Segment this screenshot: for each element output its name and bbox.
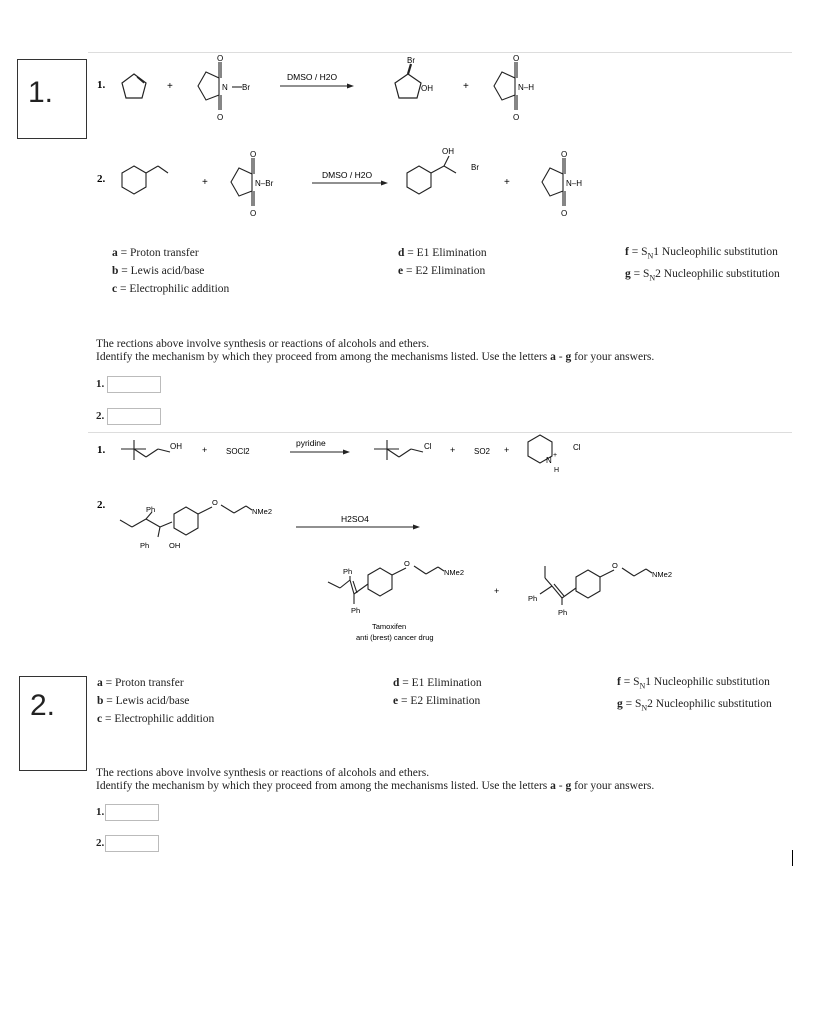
product-bromine: Br — [407, 56, 415, 65]
q2-answer-1-input[interactable] — [105, 804, 159, 821]
tamoxifen-caption: Tamoxifen — [372, 622, 407, 631]
nbs-structure-2 — [231, 158, 254, 206]
alcohol-hydroxyl: OH — [170, 442, 182, 451]
q2-mechanisms-col-1: a = Proton transfer b = Lewis acid/base c = Electrophilic addition — [97, 677, 215, 725]
sm-hydroxyl: OH — [169, 541, 181, 550]
succinimide-oxygen-top: O — [513, 54, 520, 63]
question-1-label — [17, 59, 87, 139]
sm-phenyl-1: Ph — [146, 505, 156, 514]
succinimide-oxygen-bottom: O — [513, 113, 520, 122]
q2-instructions: The rections above involve synthesis or reactions of alcohols and ethers. Identify the mechanism by which they proceed from among the mechanisms listed. Use the letters a - g for your answers. — [96, 767, 655, 792]
p1-ether-oxygen: O — [404, 559, 410, 568]
nbs-nitrogen: N — [222, 83, 228, 92]
thionyl-chloride: SOCl2 — [226, 447, 250, 456]
q1-answer-1-label: 1. — [96, 378, 105, 390]
q1-instructions: The rections above involve synthesis or reactions of alcohols and ethers. Identify the mechanism by which they proceed from among the mechanisms listed. Use the letters a - g for your answers. — [96, 338, 655, 363]
succinimide2-oxygen-bottom: O — [561, 209, 568, 218]
q1-answer-1-input[interactable] — [107, 376, 161, 393]
q2-rx1-number: 1. — [97, 444, 106, 456]
q2-answer-2-label: 2. — [96, 837, 105, 849]
p1-dimethylamino: NMe2 — [444, 568, 465, 577]
q1-mechanisms-col-3: $f = S_N1$ Nucleophilic substitution $g = S_N2$ Nucleophilic substitution — [625, 246, 780, 283]
nbs2-oxygen-bottom: O — [250, 209, 257, 218]
sm-dimethylamino: NMe2 — [252, 507, 273, 516]
succinimide2-oxygen-top: O — [561, 150, 568, 159]
sm-phenyl-2: Ph — [140, 541, 150, 550]
q1-rx2-plus-1: + — [202, 177, 208, 188]
alkyl-chloride-structure — [374, 440, 423, 460]
q1-rx1-plus-2: + — [463, 81, 469, 92]
p2-dimethylamino: NMe2 — [652, 570, 673, 579]
p2-phenyl-2: Ph — [558, 608, 568, 617]
succinimide-nh: N–H — [518, 83, 535, 92]
q2-rx2-number: 2. — [97, 499, 106, 511]
q1-rx2-reagent: DMSO / H2O — [322, 170, 373, 180]
nbs-structure — [198, 62, 242, 110]
q2-answer-2-input[interactable] — [105, 835, 159, 852]
nbs2-label: N–Br — [255, 179, 274, 188]
question-1-number: 1. — [28, 76, 54, 109]
succinimide-structure — [494, 62, 517, 110]
p2-ether-oxygen: O — [612, 561, 618, 570]
sulfur-dioxide: SO2 — [474, 447, 491, 456]
product2-bromine: Br — [471, 163, 479, 172]
q2-rx1-plus-2: + — [450, 445, 456, 455]
q1-mechanisms-col-1: a = Proton transfer b = Lewis acid/base c = Electrophilic addition — [112, 247, 230, 295]
q2-mechanisms-col-2: d = E1 Elimination e = E2 Elimination — [393, 677, 482, 707]
nbs-oxygen-bottom: O — [217, 113, 224, 122]
q2-rx2-plus: + — [494, 586, 500, 596]
question-2-number: 2. — [30, 689, 56, 722]
question-2-label — [19, 676, 87, 771]
q1-rx2-plus-2: + — [504, 177, 510, 188]
nbs-oxygen-top: O — [217, 54, 224, 63]
q1-rx1-number: 1. — [97, 79, 106, 91]
chloride-ion: Cl — [573, 443, 581, 452]
product-hydroxyl: OH — [421, 84, 433, 93]
q1-rx1-reagent: DMSO / H2O — [287, 72, 338, 82]
p2-phenyl-1: Ph — [528, 594, 538, 603]
p1-phenyl-1: Ph — [343, 567, 353, 576]
q2-mechanisms-col-3: $f = S_N1$ Nucleophilic substitution $g = S_N2$ Nucleophilic substitution — [617, 676, 772, 713]
cyclopentene-structure — [122, 74, 146, 98]
q2-answer-1-label: 1. — [96, 806, 105, 818]
q1-reaction-1-scheme — [88, 52, 792, 132]
q1-reaction-2-scheme — [88, 140, 792, 220]
q1-rx1-plus-1: + — [167, 81, 173, 92]
succinimide2-nh: N–H — [566, 179, 583, 188]
q2-reaction-1-scheme — [88, 432, 792, 482]
text-cursor — [792, 850, 793, 866]
bromohydrin-structure — [395, 64, 421, 98]
q2-rx1-reagent: pyridine — [296, 438, 326, 448]
product2-hydroxyl: OH — [442, 147, 454, 156]
pyridinium-nitrogen: N — [546, 456, 552, 465]
q1-rx2-number: 2. — [97, 173, 106, 185]
styrene-bromohydrin-structure — [407, 156, 456, 194]
pyridinium-hydrogen: H — [554, 467, 560, 474]
tert-alcohol-structure — [121, 440, 170, 460]
pyridinium-charge: + — [553, 452, 558, 459]
q2-rx1-plus-3: + — [504, 445, 510, 455]
product-chlorine: Cl — [424, 442, 432, 451]
p1-phenyl-2: Ph — [351, 606, 361, 615]
q1-mechanisms-col-2: d = E1 Elimination e = E2 Elimination — [398, 247, 487, 277]
q2-rx1-plus-1: + — [202, 445, 208, 455]
nbs2-oxygen-top: O — [250, 150, 257, 159]
nbs-bromine: Br — [242, 83, 250, 92]
sm-ether-oxygen: O — [212, 498, 218, 507]
succinimide-structure-2 — [542, 158, 565, 206]
tertiary-alcohol-structure — [120, 505, 252, 537]
q2-reaction-2-scheme — [88, 490, 792, 650]
q2-rx2-reagent: H2SO4 — [341, 514, 369, 524]
isomer-structure — [540, 566, 652, 605]
styrene-structure — [122, 166, 168, 194]
q1-answer-2-input[interactable] — [107, 408, 161, 425]
q1-answer-2-label: 2. — [96, 410, 105, 422]
tamoxifen-description: anti (brest) cancer drug — [356, 633, 434, 642]
